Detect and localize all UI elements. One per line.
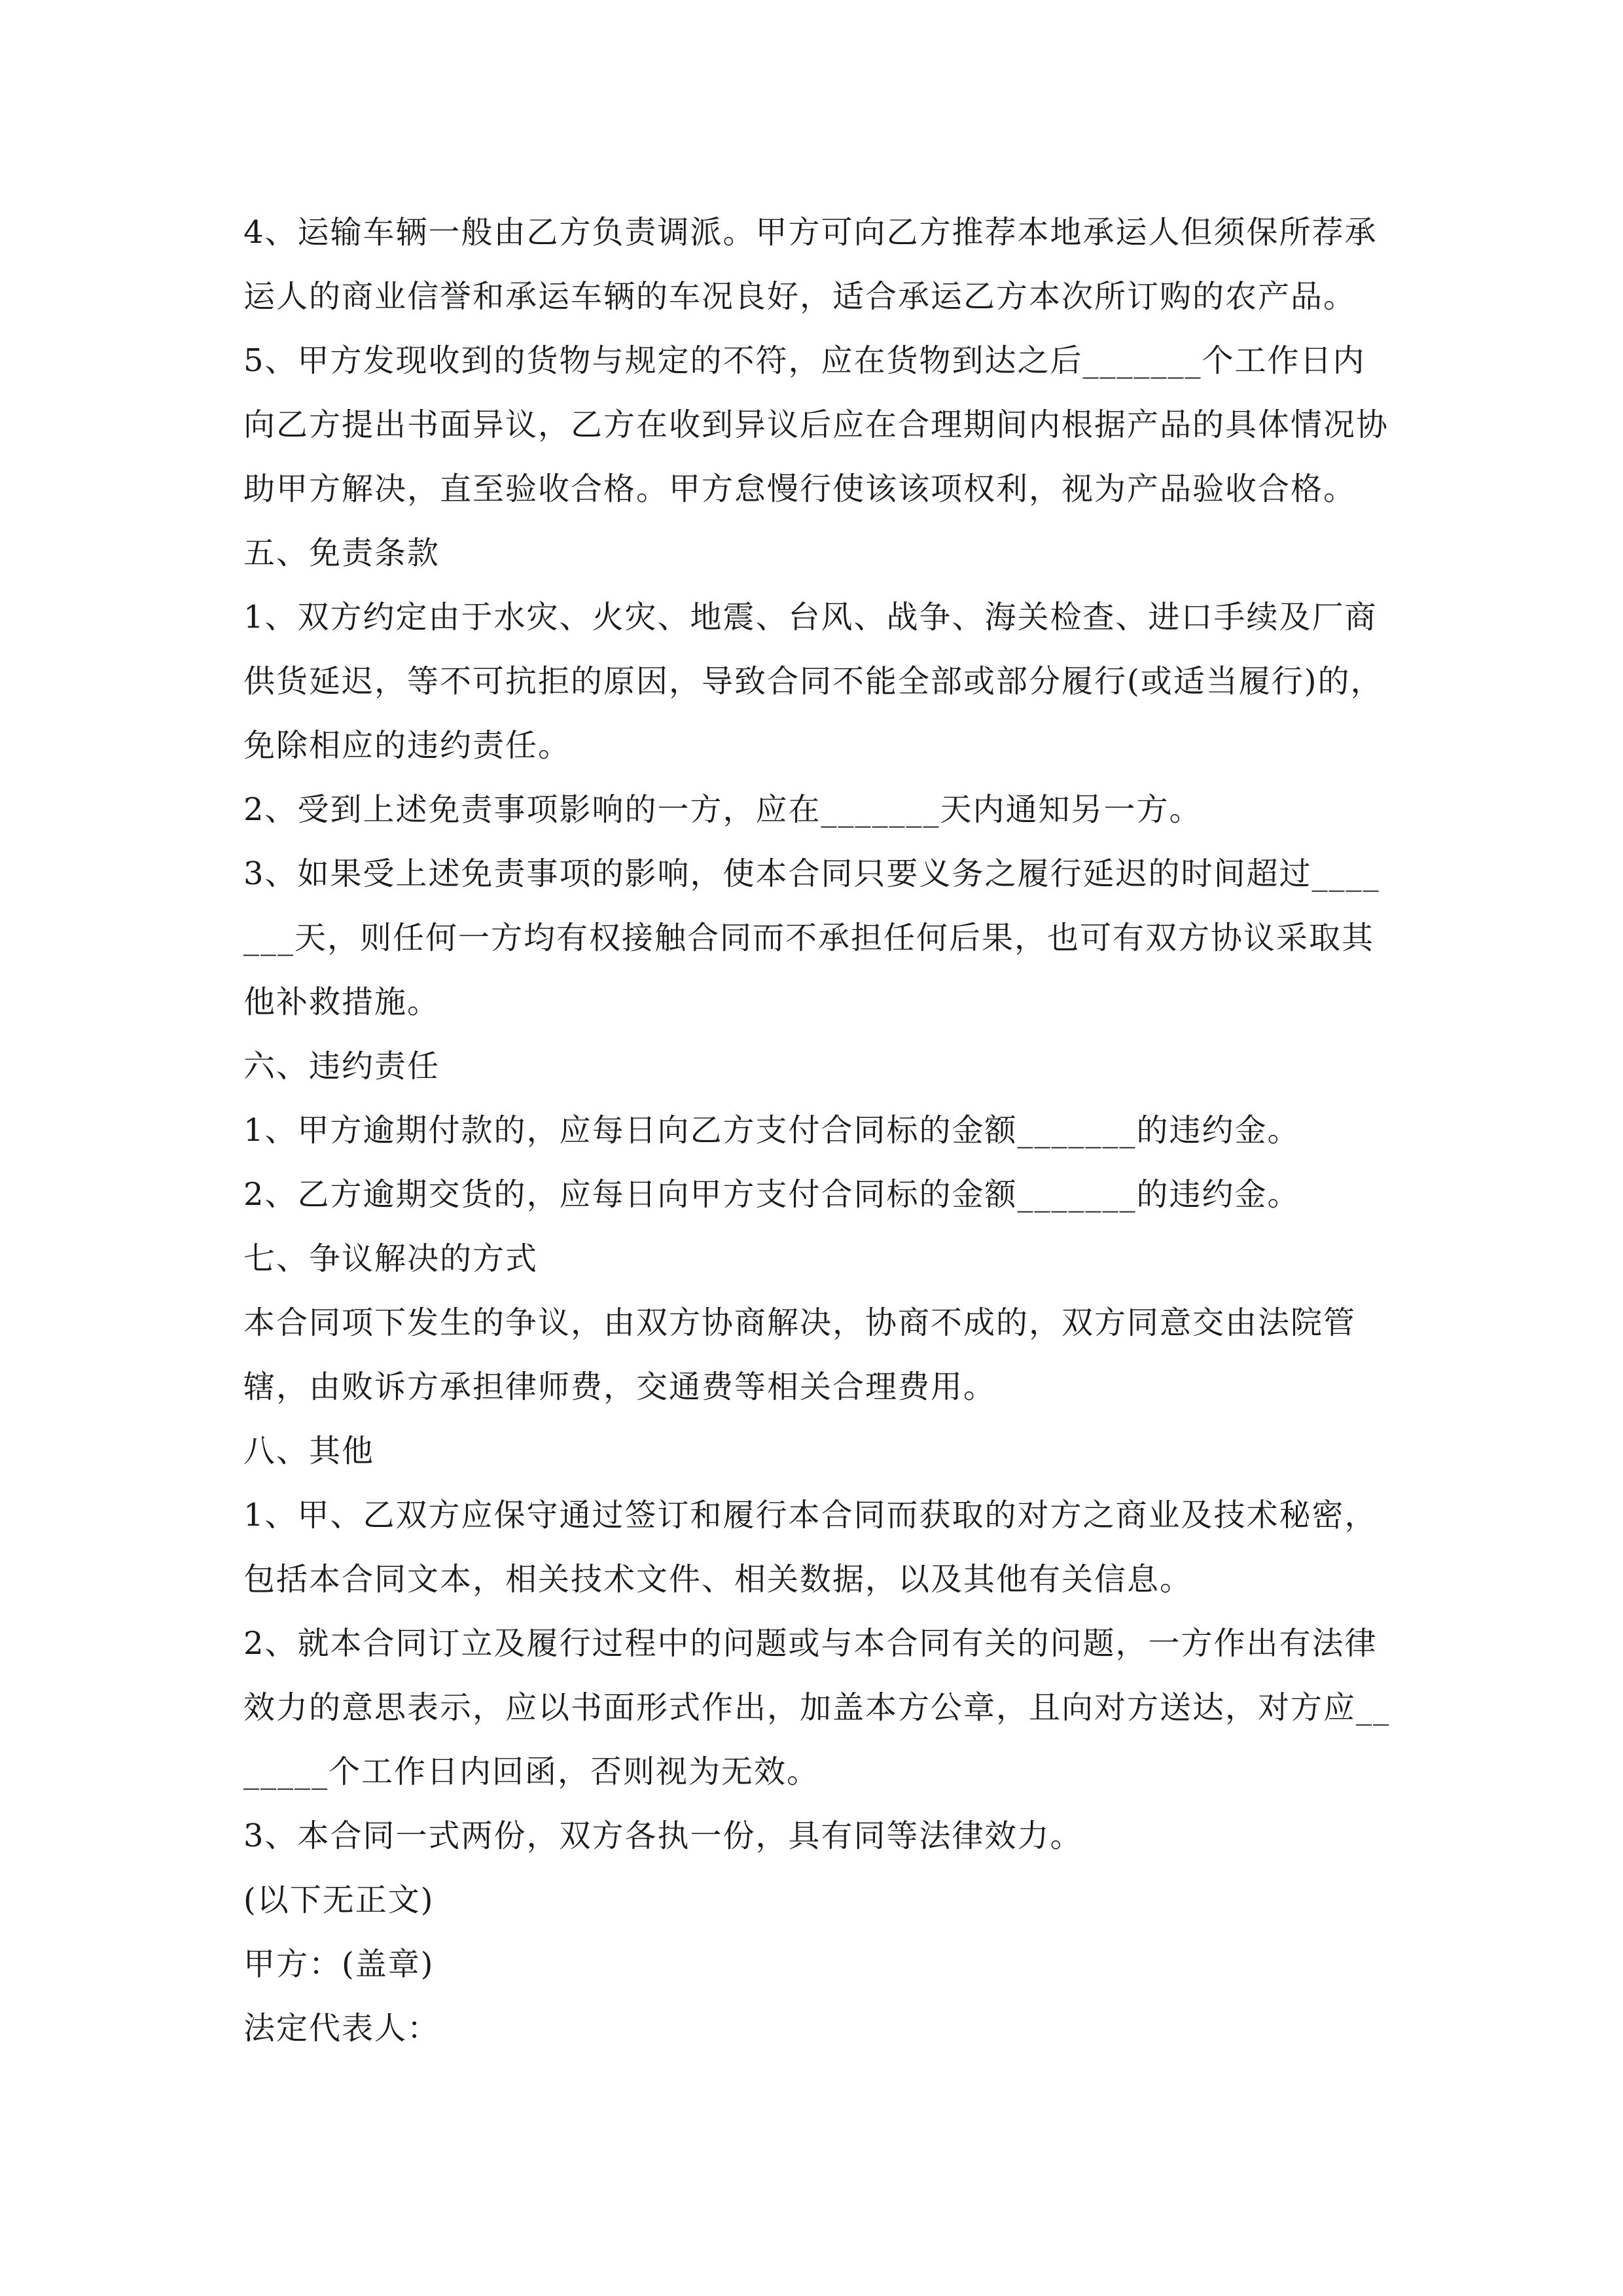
clause-6-2: 2、乙方逾期交货的，应每日向甲方支付合同标的金额_______的违约金。 (243, 1176, 1300, 1213)
section-heading-8: 八、其他 (243, 1433, 375, 1469)
clause-4-4: 4、运输车辆一般由乙方负责调派。甲方可向乙方推荐本地承运人但须保所荐承运人的商业信誉和承运车辆的车况良好，适合承运乙方本次所订购的农产品。 (243, 214, 1378, 315)
clause-8-1: 1、甲、乙双方应保守通过签订和履行本合同而获取的对方之商业及技术秘密，包括本合同文本，相关技术文件、相关数据，以及其他有关信息。 (243, 1497, 1378, 1598)
party-a-seal-line: 甲方：(盖章) (243, 1946, 435, 1982)
clause-7-1: 本合同项下发生的争议，由双方协商解决，协商不成的，双方同意交由法院管辖，由败诉方承担律师费，交通费等相关合理费用。 (243, 1304, 1357, 1405)
clause-5-3: 3、如果受上述免责事项的影响，使本合同只要义务之履行延迟的时间超过_______天，则任何一方均有权接触合同而不承担任何后果，也可有双方协议采取其他补救措施。 (243, 855, 1380, 1020)
clause-4-5: 5、甲方发现收到的货物与规定的不符，应在货物到达之后_______个工作日内向乙方提出书面异议，乙方在收到异议后应在合理期间内根据产品的具体情况协助甲方解决，直至验收合格。甲方怠慢行使该该项权利，视为产品验收合格。 (243, 342, 1389, 507)
legal-representative-line: 法定代表人： (243, 2010, 440, 2047)
contract-body (243, 200, 1395, 2060)
clause-8-3: 3、本合同一式两份，双方各执一份，具有同等法律效力。 (243, 1818, 1083, 1854)
section-heading-5: 五、免责条款 (243, 535, 440, 571)
section-heading-6: 六、违约责任 (243, 1048, 440, 1085)
clause-5-2: 2、受到上述免责事项影响的一方，应在_______天内通知另一方。 (243, 791, 1202, 828)
clause-8-2: 2、就本合同订立及履行过程中的问题或与本合同有关的问题，一方作出有法律效力的意思表示，应以书面形式作出，加盖本方公章，且向对方送达，对方应_______个工作日内回函，否则视为无效。 (243, 1625, 1391, 1790)
clause-5-1: 1、双方约定由于水灾、火灾、地震、台风、战争、海关检查、进口手续及厂商供货延迟，等不可抗拒的原因，导致合同不能全部或部分履行(或适当履行)的，免除相应的违约责任。 (243, 599, 1383, 764)
clause-6-1: 1、甲方逾期付款的，应每日向乙方支付合同标的金额_______的违约金。 (243, 1112, 1300, 1149)
section-heading-7: 七、争议解决的方式 (243, 1240, 539, 1277)
no-text-note: (以下无正文) (243, 1882, 435, 1918)
